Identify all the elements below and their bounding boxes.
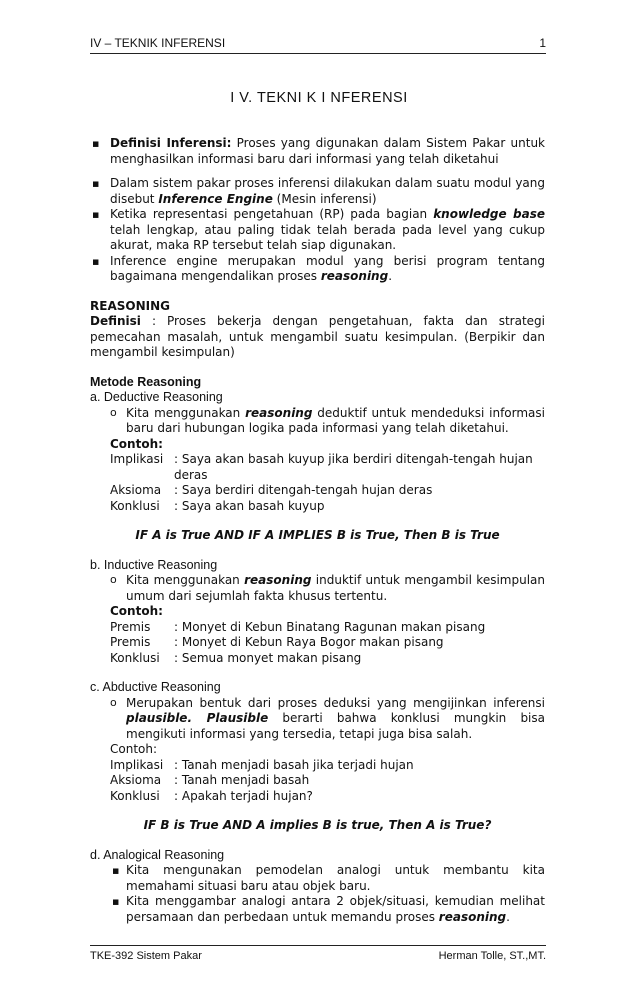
reasoning-heading: REASONING: [90, 298, 170, 313]
intro-item-reasoning: ▪ Inference engine merupakan modul yang berisi program tentang bagaimana mengendalikan proses reasoning.: [90, 254, 545, 285]
header-chapter: IV – TEKNIK INFERENSI: [90, 36, 226, 50]
deductive-row: Konklusi : Saya akan basah kuyup: [110, 498, 325, 513]
inductive-row: Konklusi : Semua monyet makan pisang: [110, 650, 362, 665]
deductive-contoh: Contoh:: [110, 436, 163, 451]
header-page-number: 1: [539, 36, 546, 50]
inductive-description: o Kita menggunakan reasoning induktif untuk mengambil kesimpulan umum dari sejumlah fakta khusus tertentu.: [110, 573, 545, 604]
main-content: [90, 136, 545, 925]
abductive-section: [90, 696, 545, 805]
deductive-rule: IF A is True AND IF A IMPLIES B is True, Then B is True: [135, 528, 500, 542]
deductive-section: [90, 406, 545, 515]
abductive-row: Aksioma : Tanah menjadi basah: [110, 773, 310, 787]
inductive-contoh: Contoh:: [110, 604, 163, 618]
deductive-row: Aksioma : Saya berdiri ditengah-tengah hujan deras: [110, 483, 433, 497]
page-header: [90, 36, 546, 54]
metode-heading: Metode Reasoning: [90, 374, 202, 389]
inductive-section: [90, 573, 545, 666]
abductive-heading: c. Abductive Reasoning: [90, 680, 221, 694]
page-title: I V. TEKNI K I NFERENSI: [230, 90, 408, 106]
page-footer: [90, 945, 546, 962]
reasoning-definition: Definisi : Proses bekerja dengan pengetahuan, fakta dan strategi pemecahan masalah, untuk mengambil suatu kesimpulan. (Berpikir dan mengambil kesimpulan): [90, 314, 545, 359]
abductive-row: Implikasi : Tanah menjadi basah jika terjadi hujan: [110, 757, 414, 772]
intro-list: [90, 136, 545, 285]
footer-author: Herman Tolle, ST.,MT.: [438, 950, 546, 962]
analogical-heading: d. Analogical Reasoning: [90, 847, 225, 862]
abductive-rule: IF B is True AND A implies B is true, Then A is True?: [143, 818, 492, 832]
inductive-heading: b. Inductive Reasoning: [90, 557, 218, 572]
inductive-row: Premis : Monyet di Kebun Raya Bogor makan pisang: [110, 635, 444, 649]
intro-item-inference-engine: ▪ Dalam sistem pakar proses inferensi dilakukan dalam suatu modul yang disebut Inference Engine (Mesin inferensi): [90, 176, 545, 207]
abductive-description: o Merupakan bentuk dari proses deduksi yang mengijinkan inferensi plausible. Plausible berarti bahwa konklusi mungkin bisa mengikuti informasi yang tersedia, tetapi juga bisa salah.: [110, 696, 545, 743]
intro-item-knowledge-base: ▪ Ketika representasi pengetahuan (RP) pada bagian knowledge base telah lengkap, atau paling tidak telah berada pada level yang cukup akurat, maka RP tersebut telah siap digunakan.: [90, 207, 545, 254]
analogical-item: ▪ Kita menggambar analogi antara 2 objek/situasi, kemudian melihat persamaan dan perbedaan untuk memandu proses reasoning.: [110, 894, 545, 925]
abductive-contoh: Contoh:: [110, 742, 158, 756]
analogical-item: ▪ Kita mengunakan pemodelan analogi untuk membantu kita memahami situasi baru atau objek baru.: [110, 863, 545, 894]
footer-course: TKE-392 Sistem Pakar: [90, 950, 202, 962]
deductive-row: Implikasi : Saya akan basah kuyup jika berdiri ditengah-tengah hujan deras: [110, 452, 533, 482]
intro-item-definisi: ▪ Definisi Inferensi: Proses yang digunakan dalam Sistem Pakar untuk menghasilkan informasi baru dari informasi yang telah diketahui: [90, 136, 545, 167]
deductive-heading: a. Deductive Reasoning: [90, 390, 223, 404]
deductive-description: o Kita menggunakan reasoning deduktif untuk mendeduksi informasi baru dari hubungan logika pada informasi yang telah diketahui.: [110, 406, 545, 437]
analogical-section: [90, 863, 545, 925]
abductive-row: Konklusi : Apakah terjadi hujan?: [110, 788, 313, 803]
inductive-row: Premis : Monyet di Kebun Binatang Ragunan makan pisang: [110, 619, 486, 634]
